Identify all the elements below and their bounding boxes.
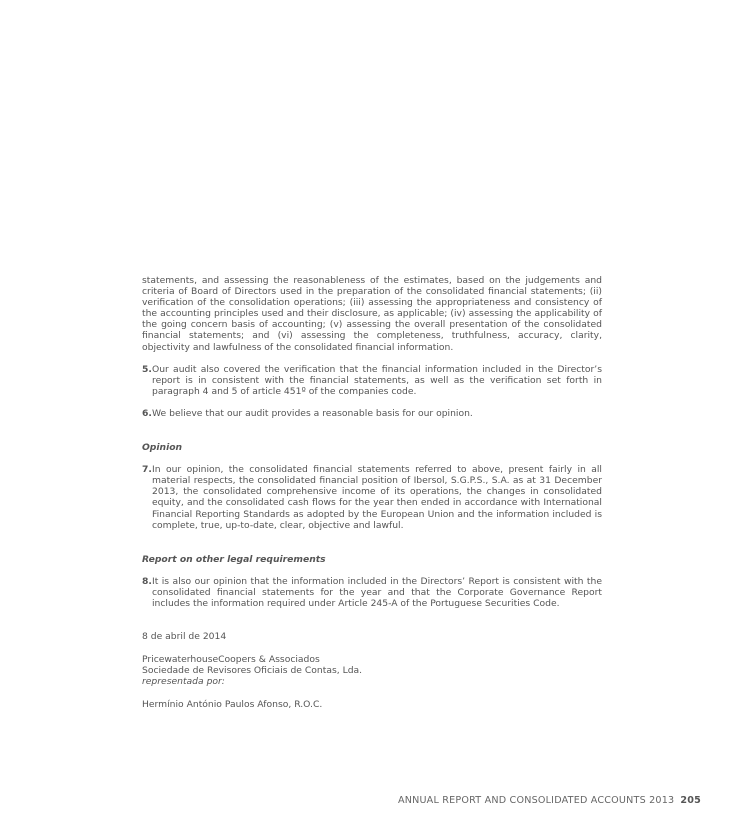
represented-by-label: representada por:: [142, 676, 225, 688]
paragraph-6: [142, 408, 602, 419]
signatory-name: Hermínio António Paulos Afonso, R.O.C.: [142, 699, 323, 711]
paragraph-number: 8.: [142, 575, 152, 587]
paragraph-text: Our audit also covered the verification that the financial information included in the Director’s report is in consistent with the financial statements, as well as the verification set forth in paragraph 4 and 5 of article 451º of the companies code.: [152, 363, 602, 397]
paragraph-text: We believe that our audit provides a reasonable basis for our opinion.: [152, 407, 473, 419]
paragraph-text: In our opinion, the consolidated financial statements referred to above, present fairly in all material respects, the consolidated financial position of Ibersol, S.G.P.S., S.A. as at 31 December 2013, the consolidated comprehensive income of its operations, the changes in consolidated equity, and the consolidated cash flows for the year then ended in accordance with International Financial Reporting Standards as adopted by the European Union and the information included is complete, true, up-to-date, clear, objective and lawful.: [152, 464, 602, 531]
footer-report-title: ANNUAL REPORT AND CONSOLIDATED ACCOUNTS 2013: [397, 795, 675, 806]
signature-date: 8 de abril de 2014: [142, 631, 227, 643]
intro-paragraph: statements, and assessing the reasonableness of the estimates, based on the judgements and criteria of Board of Directors used in the preparation of the consolidated financial statements; (ii) verification of the consolidation operations; (iii) assessing the appropriateness and consistency of the accounting principles used and their disclosure, as applicable; (iv) assessing the applicability of the going concern basis of accounting; (v) assessing the overall presentation of the consolidated financial statements; and (vi) assessing the completeness, truthfulness, accuracy, clarity, objectivity and lawfulness of the consolidated financial information.: [142, 275, 602, 353]
paragraph-5: [142, 364, 602, 397]
report-body: [142, 275, 602, 711]
firm-name: PricewaterhouseCoopers & Associados: [142, 654, 320, 666]
page-footer: [398, 795, 701, 806]
paragraph-number: 5.: [142, 363, 152, 375]
paragraph-number: 6.: [142, 407, 152, 419]
page-number: 205: [680, 795, 701, 806]
paragraph-text: It is also our opinion that the information included in the Directors’ Report is consistent with the consolidated financial statements for the year and that the Corporate Governance Report includes the information required under Article 245-A of the Portuguese Securities Code.: [152, 575, 602, 609]
paragraph-number: 7.: [142, 464, 152, 476]
paragraph-8: [142, 576, 602, 609]
paragraph-7: [142, 464, 602, 531]
heading-legal-requirements: Report on other legal requirements: [142, 553, 326, 565]
firm-description: Sociedade de Revisores Oficiais de Contas, Lda.: [142, 665, 363, 677]
heading-opinion: Opinion: [142, 442, 183, 454]
